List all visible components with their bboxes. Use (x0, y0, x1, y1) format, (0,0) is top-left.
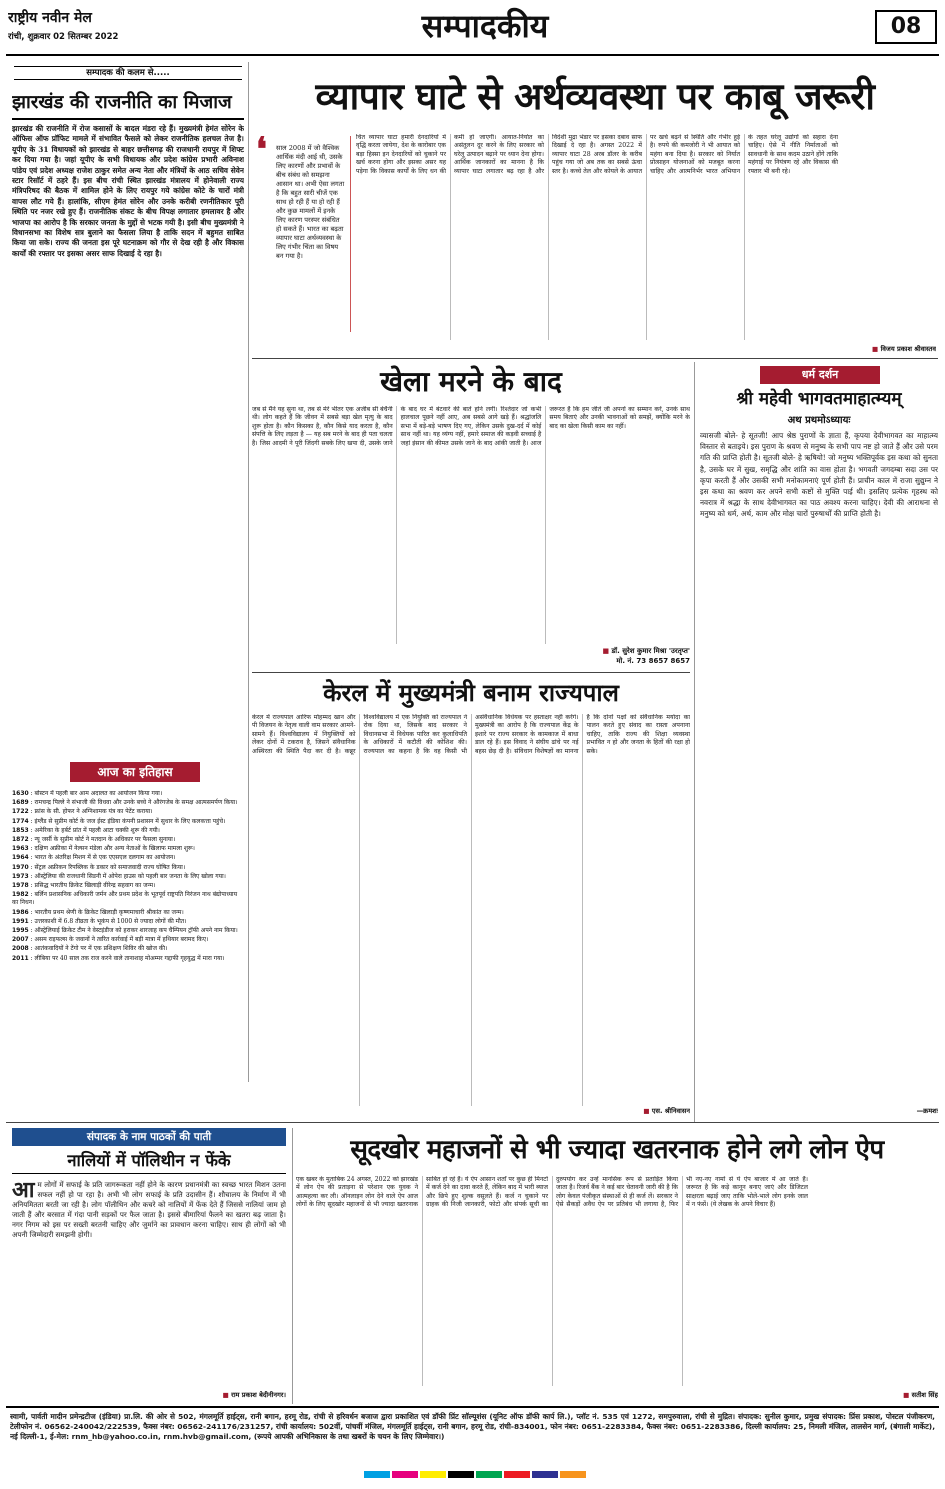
history-text: : प्रसिद्ध भारतीय क्रिकेट खिलाड़ी वीरेन्द्र सहवाग का जन्म। (28, 882, 156, 890)
history-text: : रामचन्द्र पिल्ले ने संभाजी की विधवा और उनके बच्चे ने औरंगजेब के समक्ष आत्मसमर्पण किया। (28, 799, 238, 807)
editorial-left-title: झारखंड की राजनीति का मिजाज (12, 86, 244, 120)
masthead-left (8, 8, 208, 52)
history-item (12, 854, 244, 862)
history-item (12, 873, 244, 881)
quote-mark-icon: ❛ (256, 136, 267, 170)
history-year: 2007 (12, 936, 29, 944)
history-text: : बोस्टन में पहली बार आम अदालत का आयोजन किया गया। (28, 790, 163, 797)
author-square-icon: ■ (872, 345, 881, 353)
right-column-rule (694, 362, 695, 1122)
history-item (12, 955, 244, 963)
letters-text: म लोगों में सफाई के प्रति जागरूकता नहीं होने के कारण प्रधानमंत्री का स्वच्छ भारत मिशन उतना सफल नहीं हो पा रहा है। अभी भी लोग सफाई के प्रति उदासीन हैं। शौचालय के निर्माण में भी अनियमितता बरती जा रही है। लोग पॉलीथिन और कचरे को नालियों में फेंक देते हैं जिससे नालियां जाम हो जाती हैं और बरसात में गंदा पानी सड़कों पर फैल जाता है। इससे बीमारियां फैलने का खतरा बढ़ जाता है। नगर निगम को इस पर सख्ती बरतनी चाहिए और जुर्माने का प्रावधान करना चाहिए। साथ ही लोगों को भी अपनी जिम्मेदारी समझनी होगी। (12, 1180, 286, 1239)
history-text: : भारतीय प्रथम श्रेणी के क्रिकेट खिलाड़ी कृष्णमाचारी श्रीकांत का जन्म। (28, 908, 184, 916)
paper-name: राष्ट्रीय नवीन मेल (8, 10, 92, 26)
history-text: : सेंट्रल अफ्रीकन रिपब्लिक के डकार को समाजवादी राज्य घोषित किया। (28, 863, 186, 871)
history-text: : अमेरिका के हर्बर्ट प्रांत में पहली आटा चक्की शुरू की गयी। (28, 826, 160, 834)
history-year: 1689 (12, 799, 29, 807)
main-editorial-body (356, 134, 936, 340)
registration-color-bar (392, 1471, 418, 1478)
main-headline: व्यापार घाटे से अर्थव्यवस्था पर काबू जरूरी (315, 75, 875, 118)
dateline: रांची, शुक्रवार 02 सितम्बर 2022 (8, 32, 119, 42)
letters-body (12, 1180, 286, 1386)
editorial-left-text: झारखंड की राजनीति में रोज कसासों के बादल मंडरा रहे हैं। मुख्यमंत्री हेमंत सोरेन के ऑफिस ऑफ प्रॉफिट मामले में संभावित फैसले को लेकर राजनीतिक हलचल तेज है। यूपीए के 31 विधायकों को झारखंड से बाहर छत्तीसगढ़ की राजधानी रायपुर में शिफ्ट कर दिया गया है। जहां यूपीए के सभी विधायक और प्रदेश कांग्रेस प्रभारी अविनाश पांडेय एवं प्रदेश अध्यक्ष राजेश ठाकुर समेत अन्य नेता और मंत्रियों के आठ सचिव सेवेन स्टार रिसॉर्ट में ठहरे हैं। इस बीच रांची स्थित झारखंड मंत्रालय में होनेवाली राज्य मंत्रिपरिषद की बैठक में शामिल होने के लिए रायपुर गये कांग्रेस कोटे के चारों मंत्री वापस लौट गये हैं। हालांकि, सीएम हेमंत सोरेन और उनके करीबी रणनीतिकार पूरी स्थिति पर नजर रखे हुए हैं। राजनीतिक संकट के बीच विपक्ष लगातार हमलावर है और भाजपा का आरोप है कि सरकार जनता के मुद्दों से भटक गयी है। इसी बीच मुख्यमंत्री ने विधानसभा का विशेष सत्र बुलाने का फैसला लिया है ताकि सदन में बहुमत साबित किया जा सके। राज्य की जनता इस पूरे घटनाक्रम को गौर से देख रही है और विकास कार्यों की रफ्तार पर इसका असर साफ दिखाई दे रहा है। (12, 124, 244, 258)
main-editorial-rule (252, 358, 938, 359)
history-list (12, 790, 244, 1076)
dharm-continued: —क्रमशः (916, 1107, 938, 1115)
history-year: 2011 (12, 954, 29, 962)
history-text: : ऑस्ट्रेलिया की राजधानी सिडनी में ओपेरा हाउस को पहली बार जनता के लिए खोला गया। (28, 872, 226, 880)
history-title: आज का इतिहास (70, 762, 200, 782)
history-year: 1973 (12, 872, 29, 880)
letters-title: नालियों में पॉलिथीन न फेंके (12, 1148, 286, 1174)
dharm-tag: धर्म दर्शन (760, 366, 880, 384)
history-item (12, 836, 244, 844)
history-item (12, 918, 244, 926)
registration-color-bar (420, 1471, 446, 1478)
imprint-rule (6, 1406, 939, 1408)
khela-text: जब से मैंने यह सुना था, तब से मेरे भीतर एक अजीब सी बेचैनी थी। लोग कहते हैं कि जीवन में सबसे बड़ा खेल मृत्यु के बाद शुरू होता है। कौन किसका है, कौन किसे याद करता है, कौन संपत्ति के लिए लड़ता है — यह सब मरने के बाद ही पता चलता है। जिस आदमी ने पूरी जिंदगी सबके लिए खपा दी, उसके जाने के बाद घर में बंटवारे की बातें होने लगीं। रिश्तेदार जो कभी हालचाल पूछने नहीं आए, अब सबसे आगे खड़े हैं। श्रद्धांजलि सभा में बड़े-बड़े भाषण दिए गए, लेकिन उसके दुख-दर्द में कोई साथ नहीं था। यह व्यंग्य नहीं, हमारे समाज की कड़वी सच्चाई है जहां इंसान की कीमत उसके जाने के बाद आंकी जाती है। आज जरूरत है कि हम जीते जी अपनों का सम्मान करें, उनके साथ समय बिताएं और उनकी भावनाओं को समझें, क्योंकि मरने के बाद का खेला किसी काम का नहीं। (252, 406, 690, 447)
history-text: : बर्लिन प्रशासनिक अधिकारी जर्मन और प्रथम प्रदेश के भूतपूर्व राष्ट्रपति निरंजन नाथ बंद्योपाध्याय का निधन। (12, 891, 238, 907)
history-item (12, 882, 244, 890)
registration-color-bar (504, 1471, 530, 1478)
section-title: सम्पादकीय (421, 7, 549, 45)
page-number: 08 (875, 10, 937, 44)
history-year: 1630 (12, 790, 29, 797)
kerala-author: ■ एस. श्रीनिवासन (643, 1107, 690, 1115)
main-editorial-text: चित व्यापार घाटा हमारी देनदारियों में वृद्धि करता जायेगा, देश के कारोबार एक बड़ा हिस्सा इन देनदारियों को चुकाने पर खर्च करना होगा और इसका असर यह पड़ेगा कि विकास कार्यों के लिए धन की कमी हो जाएगी। आयात-निर्यात का असंतुलन दूर करने के लिए सरकार को घरेलू उत्पादन बढ़ाने पर ध्यान देना होगा। आर्थिक जानकारों का मानना है कि व्यापार घाटा लगातार बढ़ रहा है और विदेशी मुद्रा भंडार पर इसका दबाव साफ दिखाई दे रहा है। अगस्त 2022 में व्यापार घाटा 28 अरब डॉलर के करीब पहुंच गया जो अब तक का सबसे ऊंचा स्तर है। कच्चे तेल और कोयले के आयात पर खर्च बढ़ने से स्थिति और गंभीर हुई है। रुपये की कमजोरी ने भी आयात को महंगा बना दिया है। सरकार को निर्यात प्रोत्साहन योजनाओं को मजबूत करना चाहिए और आत्मनिर्भर भारत अभियान के तहत घरेलू उद्योगों को सहारा देना चाहिए। ऐसे में नीति निर्माताओं को सावधानी के साथ कदम उठाने होंगे ताकि महंगाई पर नियंत्रण रहे और विकास की रफ्तार भी बनी रहे। (356, 134, 838, 175)
dharm-title: श्री महेवी भागवतमाहात्म्यम् (736, 389, 902, 409)
khela-rule (252, 672, 690, 673)
khela-mobile: मो. नं. 73 8657 8657 (616, 657, 690, 665)
registration-color-bar (364, 1471, 390, 1478)
history-year: 1853 (12, 826, 29, 834)
history-item (12, 891, 244, 907)
kerala-text: केरल में राज्यपाल आरिफ मोहम्मद खान और पी विजयन के नेतृत्व वाली वाम सरकार आमने-सामने हैं। विश्वविद्यालय में नियुक्तियों को लेकर दोनों में टकराव है, जिसने संवैधानिक अस्थिरता की स्थिति पैदा कर दी है। कन्नूर विश्वविद्यालय में एक नियुक्ति को राज्यपाल ने रोक दिया था, जिसके बाद सरकार ने विधानसभा में विधेयक पारित कर कुलाधिपति के अधिकारों में कटौती की कोशिश की। राज्यपाल का कहना है कि वह किसी भी असंवैधानिक विधेयक पर हस्ताक्षर नहीं करेंगे। मुख्यमंत्री का आरोप है कि राज्यपाल केंद्र के इशारे पर राज्य सरकार के कामकाज में बाधा डाल रहे हैं। इस विवाद ने संघीय ढांचे पर नई बहस छेड़ दी है। संविधान विशेषज्ञों का मानना है कि दोनों पक्षों को संवैधानिक मर्यादा का पालन करते हुए संवाद का रास्ता अपनाना चाहिए, ताकि राज्य की शिक्षा व्यवस्था प्रभावित न हो और जनता के हितों की रक्षा हो सके। (252, 714, 690, 755)
khela-body (252, 406, 690, 644)
history-text: : न्यू जर्सी के सुप्रीम कोर्ट ने मतदान के अधिकार पर फैसला सुनाया। (28, 836, 176, 844)
history-item (12, 808, 244, 816)
history-year: 1774 (12, 817, 29, 825)
pullquote (256, 136, 346, 326)
history-year: 1970 (12, 863, 29, 871)
loan-body (296, 1176, 938, 1386)
history-year: 1982 (12, 891, 29, 899)
letters-dropcap: आ (12, 1180, 35, 1203)
history-text: : दक्षिण अफ्रीका में नेल्सन मंडेला और अन्य नेताओं के खिलाफ मामला शुरू। (28, 845, 195, 853)
editor-pen-label: सम्पादक की कलम से..... (14, 66, 242, 80)
letters-rule (292, 1128, 293, 1404)
kerala-body (252, 714, 690, 1106)
history-item (12, 945, 244, 953)
history-item (12, 909, 244, 917)
history-text: : लीबिया पर 40 साल तक राज करने वाले तानाशाह मोअम्मर गद्दाफी गृहयुद्ध में मारा गया। (28, 954, 225, 962)
letters-banner: संपादक के नाम पाठकों की पाती (12, 1128, 286, 1146)
history-item (12, 927, 244, 935)
letters-author-name: राम प्रकाश बेदीनीनगर। (231, 1391, 286, 1399)
main-author-name: विजय प्रकाश श्रीवास्तव (880, 345, 936, 353)
history-text: : इंग्लैंड से सुप्रीम कोर्ट के जज ईस्ट इंडिया कंपनी प्रशासन में सुधार के लिए कलकत्ता पहुंचे। (28, 817, 226, 825)
pullquote-text: साल 2008 में जो वैश्विक आर्थिक मंदी आई थी, उसके लिए कारणों और प्रभावों के बीच संबंध को समझना आसान था। अभी ऐसा लगता है कि बहुत सारी चीजें एक साथ हो रही हैं या हो रही हैं और कुछ मामलों में इनके लिए कारण परस्पर संबंधित हो सकते हैं। भारत का बढ़ता व्यापार घाटा अर्थव्यवस्था के लिए गंभीर चिंता का विषय बन गया है। (276, 144, 345, 260)
main-editorial-author (770, 344, 936, 354)
loan-headline: सूदखोर महाजनों से भी ज्यादा खतरनाक होने लगे लोन ऐप (350, 1135, 884, 1165)
khela-author: ■ डॉ. सुरेश कुमार मिश्रा 'उरतृप्त' मो. नं. 73 8657 8657 (480, 646, 690, 668)
khela-headline: खेला मरने के बाद (380, 365, 562, 398)
left-column-rule (248, 62, 249, 1082)
history-text: : आतंकवादियों ने टेंगो पर में एक प्रशिक्षण शिविर की खोज की। (28, 945, 168, 953)
dharm-body (700, 430, 938, 1100)
registration-color-bar (476, 1471, 502, 1478)
history-item (12, 936, 244, 944)
history-item (12, 799, 244, 807)
history-text: : फ्रांस के सी. होफर ने अग्निशामक यंत्र का पेटेंट कराया। (28, 808, 153, 816)
imprint-text: स्वामी, पार्वती मादीन प्रमेन्द्रटीज (इंडिया) प्रा.लि. की ओर से 502, मंगलमूर्ति हाईट्स, रानी बगान, हरमू रोड, रांची से हरिवर्धन बजाज द्वारा प्रकाशित एवं डॉफी प्रिंट सॉल्यूशंस (यूनिट ऑफ डॉफी कार्प लि.), प्लॉट नं. 535 एवं 1272, समपुरुवाला, रांची से मुद्रित। संपादक: सुनील कुमार, प्रमुख संपादक: प्रिंस प्रकाश, पोस्टल पंजीकरण, टेलीफोन नं. 06562-240042/222539, फैक्स नंबर: 06562-241176/231257, रांची कार्यालय: 502वीं, पांचवीं मंजिल, मंगलमूर्ति हाईट्स, रानी बगान, हरमू रोड, रांची-834001, फोन नंबर: 0651-2283384, फैक्स नंबर: 0651-2283386, दिल्ली कार्यालय: 25, निमली मंजिल, तालसेन मार्ग, (बंगाली मार्केट), नई दिल्ली-1, ई-मेल: rnm_hb@yahoo.co.in, rnm.hvb@gmail.com, (रूपये आपकी अभिनिकास के तथा खबरों के चयन के लिए जिम्मेवार।) (10, 1412, 935, 1442)
registration-color-bar (448, 1471, 474, 1478)
masthead-rule (6, 54, 939, 56)
history-year: 1995 (12, 927, 29, 935)
registration-color-bar (560, 1471, 586, 1478)
history-item (12, 818, 244, 826)
dharm-text: व्यासजी बोले- हे सूतजी! आप श्रेष्ठ पुराणों के ज्ञाता हैं, कृपया देवीभागवत का माहात्म्य विस्तार से बताइये। इस पुराण के श्रवण से मनुष्य के सभी पाप नष्ट हो जाते हैं और उसे परम गति की प्राप्ति होती है। सूतजी बोले- हे ऋषियो! जो मनुष्य भक्तिपूर्वक इस कथा को सुनता है, उसके घर में सुख, समृद्धि और शांति का वास होता है। भगवती जगदम्बा सदा उस पर कृपा करती हैं और उसकी सभी मनोकामनाएं पूर्ण होती हैं। प्राचीन काल में राजा सुद्युम्न ने इस कथा का श्रवण कर अपने सभी कष्टों से मुक्ति पाई थी। इसलिए प्रत्येक गृहस्थ को नवरात्र में श्रद्धा के साथ देवीभागवत का पाठ अवश्य करना चाहिए। देवी की आराधना से मनुष्य को धर्म, अर्थ, काम और मोक्ष चारों पुरुषार्थों की प्राप्ति होती है। (700, 431, 938, 519)
loan-author: ■ सतीश सिंह (903, 1391, 938, 1399)
kerala-author-name: एस. श्रीनिवासन (651, 1107, 690, 1115)
registration-color-bar (532, 1471, 558, 1478)
history-item (12, 864, 244, 872)
history-year: 2008 (12, 945, 29, 953)
pullquote-rule (350, 136, 351, 332)
history-year: 1964 (12, 854, 29, 862)
history-year: 1986 (12, 908, 29, 916)
history-text: : ऑस्ट्रेलियाई क्रिकेट टीम ने वेस्टइंडीज को हराकर शारजाह कप चैम्पियन ट्रॉफी अपने नाम किया। (28, 927, 238, 935)
letters-author: ■ राम प्रकाश बेदीनीनगर। (222, 1391, 286, 1399)
color-bars (230, 1466, 720, 1482)
history-text: : भारत के अंतरिक्ष मिशन में से एक एएसएल दलगाम का आयोजन। (28, 854, 176, 862)
history-item (12, 827, 244, 835)
history-item (12, 790, 244, 798)
kerala-headline: केरल में मुख्यमंत्री बनाम राज्यपाल (323, 679, 619, 707)
history-text: : उत्तरकाशी में 6.8 तीव्रता के भूकंप से 1000 से ज्यादा लोगों की मौत। (28, 917, 187, 925)
history-item (12, 845, 244, 853)
history-text: : असम राइफल्स के जवानों ने त्वरित कार्रवाई में बड़ी मात्रा में हथियार बरामद किए। (28, 936, 209, 944)
history-year: 1991 (12, 917, 29, 925)
history-year: 1872 (12, 836, 29, 844)
history-year: 1978 (12, 882, 29, 890)
history-year: 1722 (12, 808, 29, 816)
khela-author-name: डॉ. सुरेश कुमार मिश्रा 'उरतृप्त' (611, 647, 690, 655)
editorial-left-body (12, 124, 244, 756)
bottom-section-rule (6, 1122, 939, 1123)
history-year: 1963 (12, 845, 29, 853)
dharm-subtitle: अथ प्रथमोऽध्यायः (787, 415, 851, 426)
loan-text: एक खबर के मुताबिक 24 अगस्त, 2022 को झारखंड में लोन ऐप की प्रताड़ना से परेशान एक युवक ने आत्महत्या कर ली। ऑनलाइन लोन देने वाले ऐप आज लोगों के लिए सूदखोर महाजनों से भी ज्यादा खतरनाक साबित हो रहे हैं। ये ऐप आसान शर्तों पर कुछ ही मिनटों में कर्ज देने का दावा करते हैं, लेकिन बाद में भारी ब्याज और छिपे हुए शुल्क वसूलते हैं। कर्ज न चुकाने पर ग्राहक की निजी जानकारी, फोटो और संपर्क सूची का दुरुपयोग कर उन्हें मानसिक रूप से प्रताड़ित किया जाता है। रिजर्व बैंक ने कई बार चेतावनी जारी की है कि लोग केवल पंजीकृत संस्थाओं से ही कर्ज लें। सरकार ने ऐसे सैकड़ों अवैध ऐप पर प्रतिबंध भी लगाया है, फिर भी नए-नए नामों से ये ऐप बाजार में आ जाते हैं। जरूरत है कि कड़े कानून बनाए जाएं और डिजिटल साक्षरता बढ़ाई जाए ताकि भोले-भाले लोग इनके जाल में न फंसें। (ये लेखक के अपने विचार हैं) (296, 1176, 808, 1209)
loan-author-name: सतीश सिंह (911, 1391, 938, 1399)
